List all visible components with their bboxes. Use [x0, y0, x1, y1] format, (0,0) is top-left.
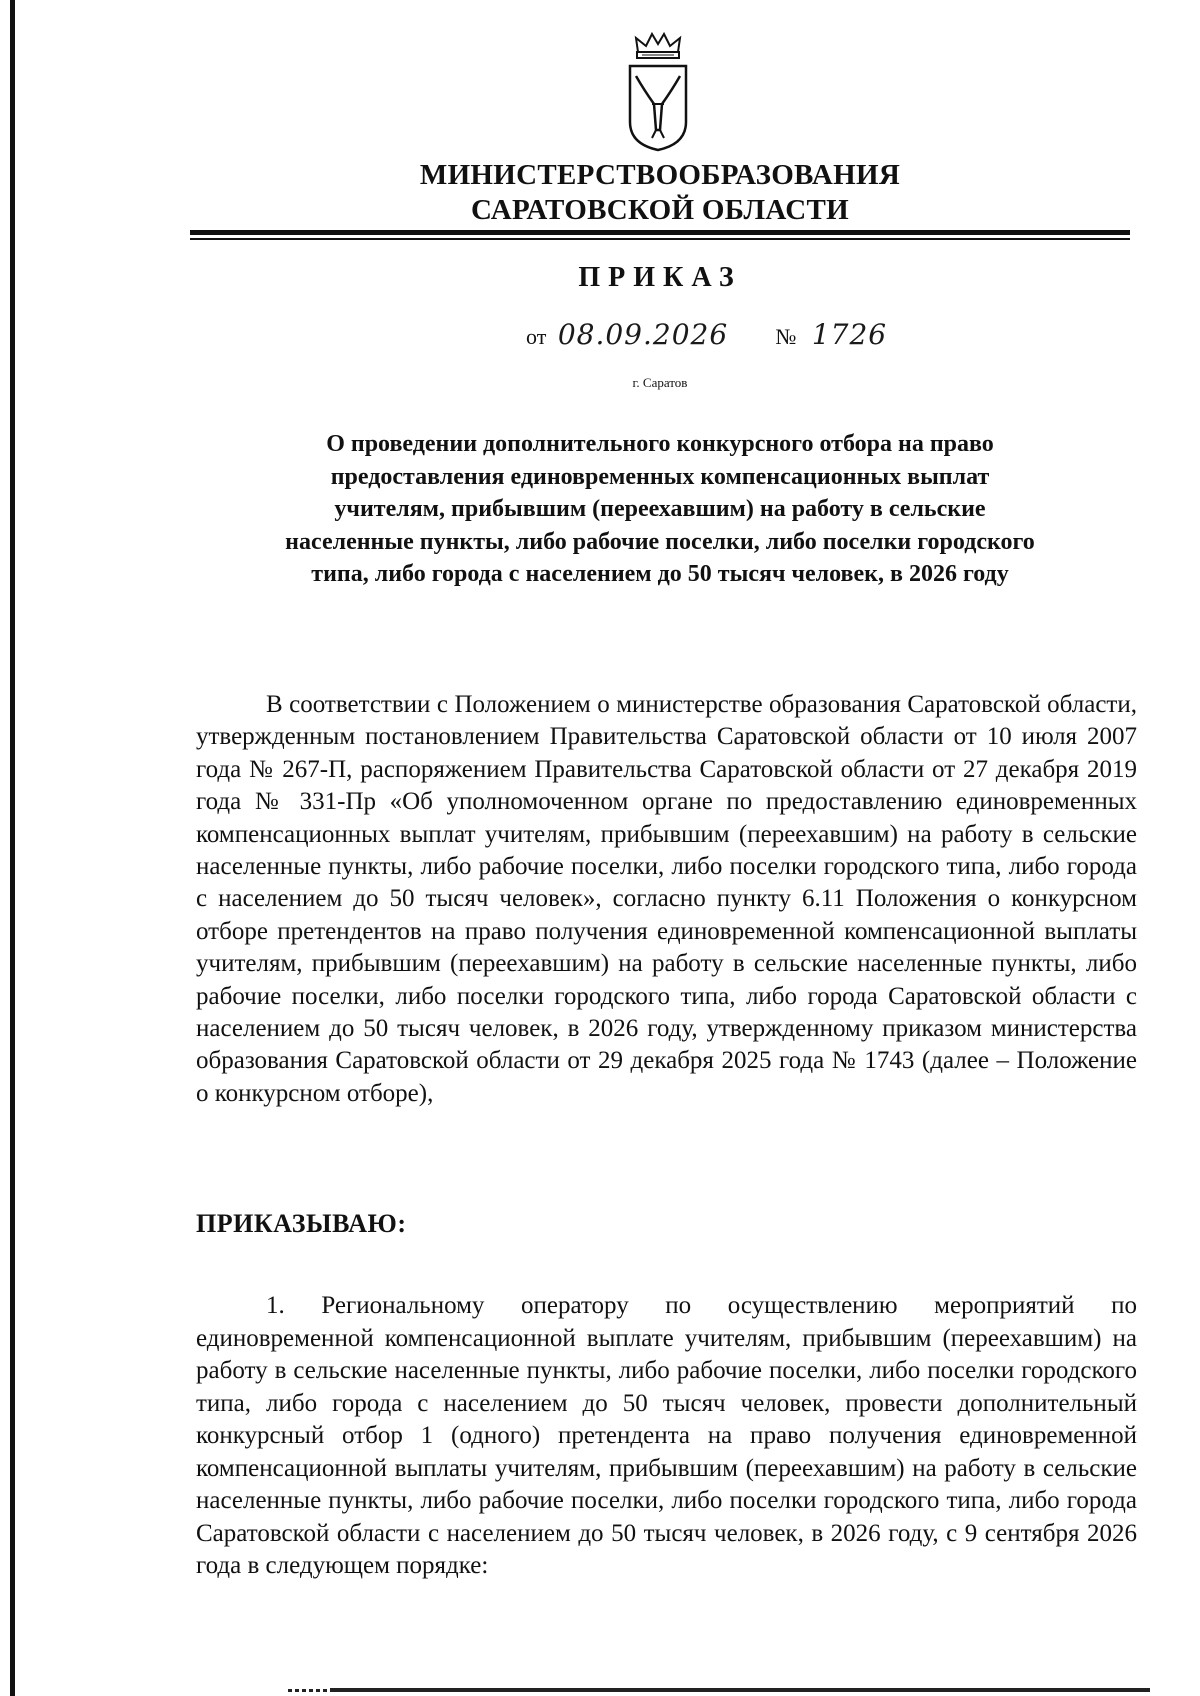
scan-edge-left [10, 0, 15, 1696]
header-rule-thick [190, 230, 1130, 235]
preamble-paragraph: В соответствии с Положением о министерстве образования Саратовской области, утвержденным постановлением Правительства Саратовской области от 10 июля 2007 года № 267-П, распоряжением Правительства Саратовской области от 27 декабря 2019 года № 331-Пр «Об уполномоченном органе по предоставлению единовременных компенсационных выплат учителям, прибывшим (переехавшим) на работу в сельские населенные пункты, либо рабочие поселки, либо поселки городского типа, либо города с населением до 50 тысяч человек», согласно пункту 6.11 Положения о конкурсном отборе претендентов на право получения единовременной компенсационной выплаты учителям, прибывшим (переехавшим) на работу в сельские населенные пункты, либо рабочие поселки, либо поселки городского типа, либо города Саратовской области с населением до 50 тысяч человек, в 2026 году, утвержденному приказом министерства образования Саратовской области от 29 декабря 2025 года № 1743 (далее – Положение о конкурсном отборе), [196, 691, 1137, 1107]
preamble [196, 689, 1137, 1110]
command-heading: ПРИКАЗЫВАЮ: [196, 1209, 407, 1238]
ministry-line-1: МИНИСТЕРСТВООБРАЗОВАНИЯ [419, 159, 901, 191]
handwritten-date: 08.09.2026 [557, 318, 729, 351]
header-rule-thin [190, 238, 1130, 240]
coat-of-arms-icon [626, 30, 690, 152]
order-item-1 [196, 1290, 1137, 1583]
ministry-line-2: САРАТОВСКОЙ ОБЛАСТИ [471, 194, 849, 226]
order-item-1-text: 1. Региональному оператору по осуществлению мероприятий по единовременной компенсационной выплате учителям, прибывшим (переехавшим) на работу в сельские населенные пункты, либо рабочие поселки, либо поселки городского типа, либо города с населением до 50 тысяч человек, провести дополнительный конкурсный отбор 1 (одного) претендента на право получения единовременной компенсационной выплаты учителям, прибывшим (переехавшим) на работу в сельские населенные пункты, либо рабочие поселки, либо поселки городского типа, либо города Саратовской области с населением до 50 тысяч человек, в 2026 году, с 9 сентября 2026 года в следующем порядке: [196, 1292, 1137, 1579]
city-label: г. Саратов [632, 375, 688, 390]
scan-edge-bottom [330, 1688, 1150, 1692]
scan-edge-bottom-marks [288, 1689, 328, 1692]
order-subject: О проведении дополнительного конкурсного отбора на право предоставления единовременных компенсационных выплат учителям, прибывшим (переехавшим) на работу в сельские населенные пункты, либо рабочие поселки, либо поселки городского типа, либо города с населением до 50 тысяч человек, в 2026 году [285, 431, 1035, 587]
handwritten-number: 1726 [811, 318, 888, 351]
from-label: от [526, 324, 547, 349]
document-type: ПРИКАЗ [578, 262, 742, 293]
order-date-number [526, 318, 887, 351]
ministry-name [200, 158, 1120, 228]
number-label: № [775, 324, 797, 349]
